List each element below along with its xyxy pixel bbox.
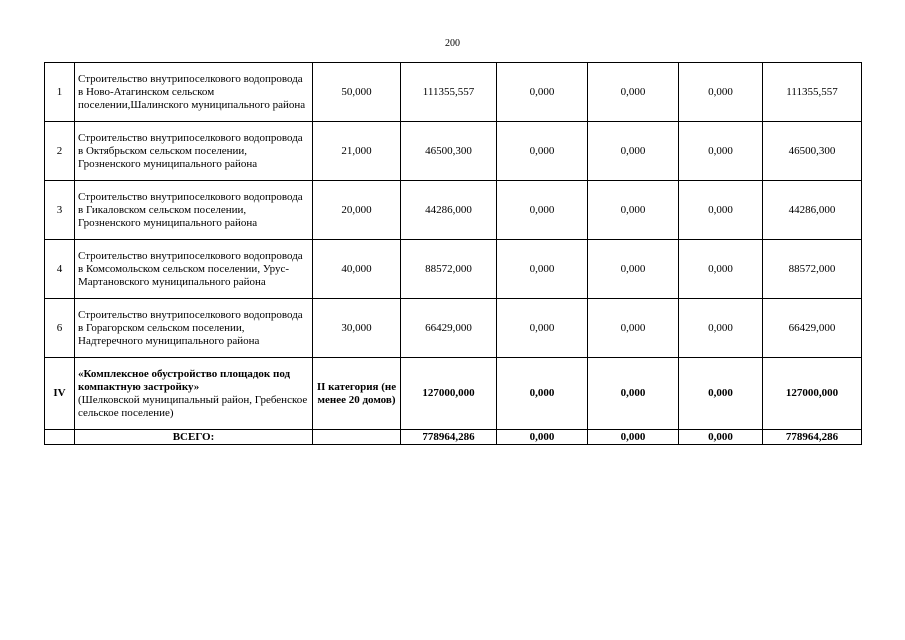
value-cell: 127000,000 [401,358,497,430]
capacity-cell: 21,000 [313,122,401,181]
capacity-cell: 30,000 [313,299,401,358]
value-cell: 127000,000 [763,358,862,430]
section-title: «Комплексное обустройство площадок под компактную застройку» [78,367,291,393]
section-row [45,358,862,430]
value-cell: 0,000 [588,122,679,181]
value-cell: 0,000 [679,122,763,181]
capacity-cell: 40,000 [313,240,401,299]
table-row [45,299,862,358]
section-location: (Шелковской муниципальный район, Гребенское сельское поселение) [78,393,308,419]
page-number: 200 [445,38,460,49]
total-value: 0,000 [679,430,763,445]
value-cell: 66429,000 [401,299,497,358]
value-cell: 0,000 [497,63,588,122]
value-cell: 0,000 [497,358,588,430]
section-number: IV [45,358,75,430]
capacity-cell: 50,000 [313,63,401,122]
table-row [45,240,862,299]
value-cell: 111355,557 [763,63,862,122]
value-cell: 0,000 [679,181,763,240]
value-cell: 44286,000 [763,181,862,240]
value-cell: 0,000 [679,358,763,430]
investment-table [44,62,862,445]
total-value: 0,000 [497,430,588,445]
value-cell: 46500,300 [401,122,497,181]
total-value: 778964,286 [401,430,497,445]
row-number: 3 [45,181,75,240]
value-cell: 0,000 [679,63,763,122]
row-number: 6 [45,299,75,358]
value-cell: 88572,000 [401,240,497,299]
row-number: 4 [45,240,75,299]
value-cell: 0,000 [679,240,763,299]
object-name: Строительство внутрипоселкового водопровода в Горагорском сельском поселении, Надтеречного муниципального района [75,299,313,358]
value-cell: 0,000 [497,299,588,358]
value-cell: 0,000 [588,299,679,358]
value-cell: 0,000 [588,358,679,430]
object-name: Строительство внутрипоселкового водопровода в Комсомольском сельском поселении, Урус-Мартановского муниципального района [75,240,313,299]
empty-cell [313,430,401,445]
value-cell: 0,000 [497,122,588,181]
table-row [45,181,862,240]
section-name [75,358,313,430]
value-cell: 0,000 [497,240,588,299]
total-value: 778964,286 [763,430,862,445]
table-row [45,63,862,122]
value-cell: 44286,000 [401,181,497,240]
row-number: 2 [45,122,75,181]
value-cell: 66429,000 [763,299,862,358]
value-cell: 46500,300 [763,122,862,181]
value-cell: 0,000 [588,63,679,122]
object-name: Строительство внутрипоселкового водопровода в Октябрьском сельском поселении, Грозненского муниципального района [75,122,313,181]
value-cell: 88572,000 [763,240,862,299]
value-cell: 0,000 [588,240,679,299]
value-cell: 111355,557 [401,63,497,122]
capacity-cell: II категория (не менее 20 домов) [313,358,401,430]
empty-cell [45,430,75,445]
table-row [45,122,862,181]
total-label: ВСЕГО: [75,430,313,445]
total-row [45,430,862,445]
total-value: 0,000 [588,430,679,445]
value-cell: 0,000 [588,181,679,240]
object-name: Строительство внутрипоселкового водопровода в Гикаловском сельском поселении, Грозненского муниципального района [75,181,313,240]
row-number: 1 [45,63,75,122]
capacity-cell: 20,000 [313,181,401,240]
value-cell: 0,000 [497,181,588,240]
value-cell: 0,000 [679,299,763,358]
object-name: Строительство внутрипоселкового водопровода в Ново-Атагинском сельском поселении,Шалинского муниципального района [75,63,313,122]
